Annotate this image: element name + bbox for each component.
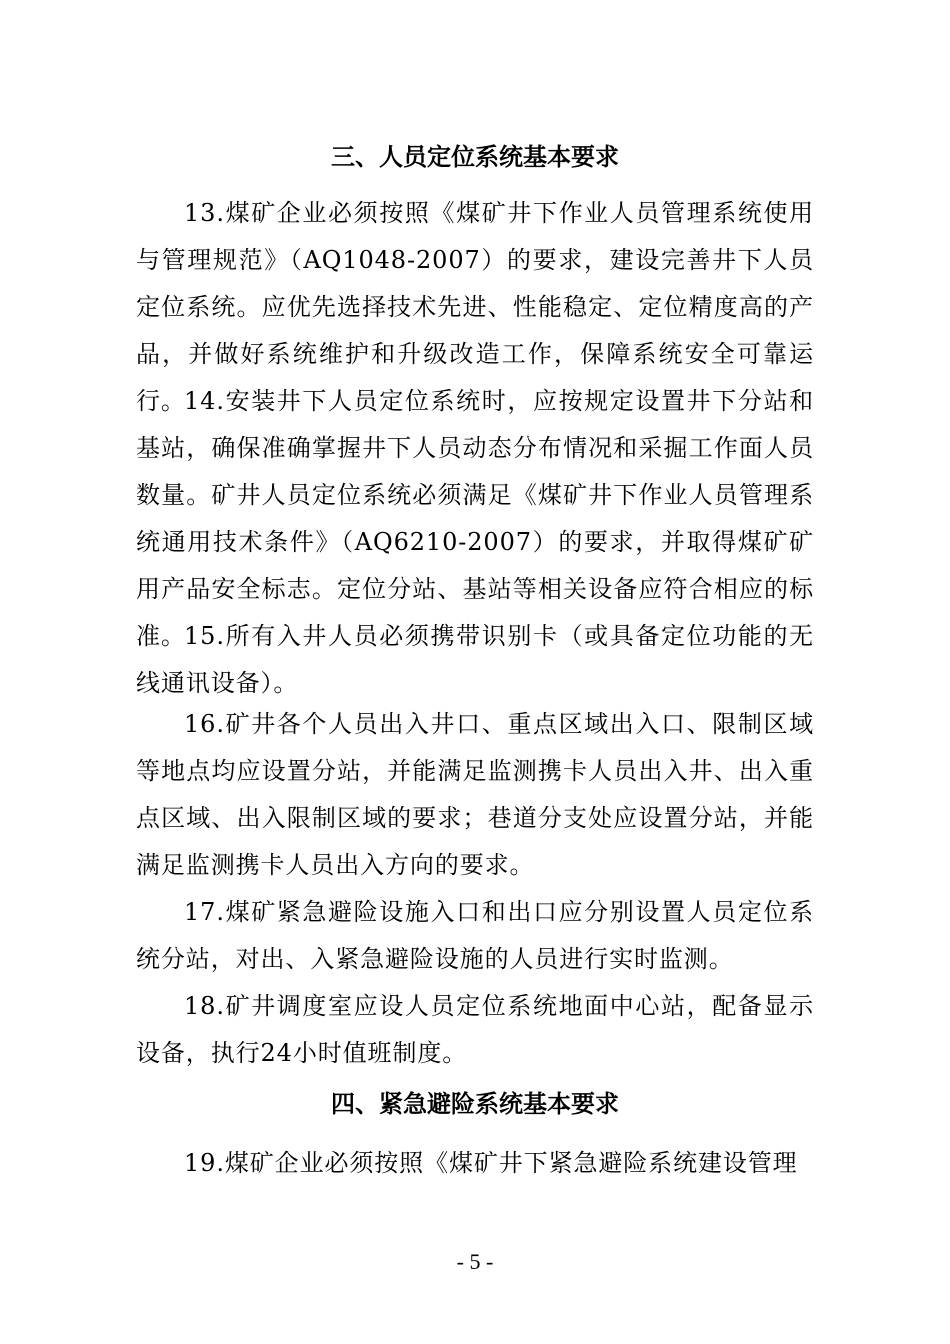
paragraph-14: 14.安装井下人员定位系统时，应按规定设置井下分站和基站，确保准确掌握井下人员动态分布情况和采掘工作面人员数量。矿井人员定位系统必须满足《煤矿井下作业人员管理系统通用技术条件》（AQ6210-2007）的要求，并取得煤矿矿用产品安全标志。定位分站、基站等相关设备应符合相应的标准。 [136, 387, 814, 650]
paragraph-17: 17.煤矿紧急避险设施入口和出口应分别设置人员定位系统分站，对出、入紧急避险设施的人员进行实时监测。 [136, 898, 814, 973]
paragraph-19: 19.煤矿企业必须按照《煤矿井下紧急避险系统建设管理 [184, 1149, 798, 1177]
paragraph-18: 18.矿井调度室应设人员定位系统地面中心站，配备显示设备，执行24小时值班制度。 [136, 992, 814, 1067]
paragraph-15: 15.所有入井人员必须携带识别卡（或具备定位功能的无线通讯设备）。 [136, 622, 814, 697]
page-number: - 5 - [456, 1249, 494, 1274]
section-heading: 四、紧急避险系统基本要求 [331, 1090, 619, 1118]
paragraph-16: 16.矿井各个人员出入井口、重点区域出入口、限制区域等地点均应设置分站，并能满足监测携卡人员出入井、出入重点区域、出入限制区域的要求；巷道分支处应设置分站，并能满足监测携卡人员出入方向的要求。 [136, 710, 814, 879]
section-heading: 三、人员定位系统基本要求 [331, 143, 619, 171]
paragraph-13: 13.煤矿企业必须按照《煤矿井下作业人员管理系统使用与管理规范》（AQ1048-2007）的要求，建设完善井下人员定位系统。应优先选择技术先进、性能稳定、定位精度高的产品，并做好系统维护和升级改造工作，保障系统安全可靠运行。 [136, 199, 814, 415]
